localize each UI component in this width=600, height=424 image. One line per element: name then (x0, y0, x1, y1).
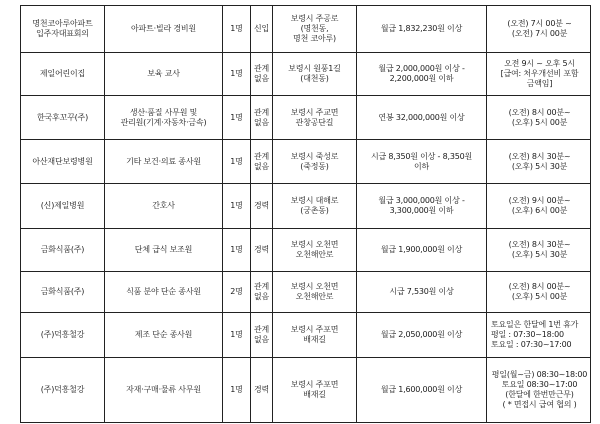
company-cell: (주)덕흥철강 (21, 358, 105, 423)
company-cell: 제일어린이집 (21, 53, 105, 96)
hours-cell: (오전) 8시 30분~ (오후) 5시 30분 (487, 229, 591, 272)
job-title-cell: 제조 단순 종사원 (105, 313, 223, 358)
experience-cell: 관계 없음 (251, 140, 273, 184)
salary-cell: 월급 1,832,230원 이상 (357, 6, 487, 53)
experience-cell: 관계 없음 (251, 96, 273, 140)
company-cell: 명천코아루아파트 입주자대표회의 (21, 6, 105, 53)
salary-cell: 시급 8,350원 이상 - 8,350원 이하 (357, 140, 487, 184)
experience-cell: 관계 없음 (251, 313, 273, 358)
salary-cell: 연봉 32,000,000원 이상 (357, 96, 487, 140)
company-cell: 금화식품(주) (21, 272, 105, 313)
hours-cell: (오전) 8시 30분~ (오후) 5시 30분 (487, 140, 591, 184)
headcount-cell: 1명 (223, 96, 251, 140)
location-cell: 보령시 오천면 오천해안로 (273, 229, 357, 272)
salary-cell: 월급 1,900,000원 이상 (357, 229, 487, 272)
experience-cell: 관계 없음 (251, 272, 273, 313)
location-cell: 보령시 죽성로 (죽정동) (273, 140, 357, 184)
company-cell: 한국후꼬꾸(주) (21, 96, 105, 140)
table-row (21, 313, 591, 358)
experience-cell: 경력 (251, 229, 273, 272)
hours-cell: (오전) 8시 00분~ (오후) 5시 00분 (487, 96, 591, 140)
table-row (21, 272, 591, 313)
experience-cell: 신입 (251, 6, 273, 53)
headcount-cell: 1명 (223, 358, 251, 423)
table-row (21, 184, 591, 229)
headcount-cell: 1명 (223, 229, 251, 272)
job-title-cell: 생산·품질 사무원 및 관리원(기계·자동차·금속) (105, 96, 223, 140)
job-listing-table (20, 5, 591, 423)
location-cell: 보령시 주포면 배재길 (273, 313, 357, 358)
salary-cell: 월급 2,000,000원 이상 - 2,200,000원 이하 (357, 53, 487, 96)
job-title-cell: 자재·구매·물류 사무원 (105, 358, 223, 423)
hours-cell: 평일(월~금) 08:30~18:00 토요일 08:30~17:00 (한달에 한번만근무) ( * 면접시 급여 협의 ) (487, 358, 591, 423)
table-row (21, 6, 591, 53)
headcount-cell: 1명 (223, 313, 251, 358)
hours-cell: 토요일은 한달에 1번 휴가 평일 : 07:30~18:00 토요일 : 07:30~17:00 (487, 313, 591, 358)
headcount-cell: 2명 (223, 272, 251, 313)
headcount-cell: 1명 (223, 184, 251, 229)
experience-cell: 관계 없음 (251, 53, 273, 96)
table-row (21, 140, 591, 184)
location-cell: 보령시 오천면 오천해안로 (273, 272, 357, 313)
company-cell: (신)제일병원 (21, 184, 105, 229)
location-cell: 보령시 대해로 (궁촌동) (273, 184, 357, 229)
hours-cell: (오전) 7시 00분 ~ (오전) 7시 00분 (487, 6, 591, 53)
table-row (21, 229, 591, 272)
salary-cell: 시급 7,530원 이상 (357, 272, 487, 313)
headcount-cell: 1명 (223, 53, 251, 96)
salary-cell: 월급 3,000,000원 이상 - 3,300,000원 이하 (357, 184, 487, 229)
location-cell: 보령시 주공로 (명천동, 명천 코아루) (273, 6, 357, 53)
experience-cell: 경력 (251, 358, 273, 423)
job-title-cell: 보육 교사 (105, 53, 223, 96)
location-cell: 보령시 주교면 관창공단길 (273, 96, 357, 140)
table-row (21, 96, 591, 140)
company-cell: (주)덕흥철강 (21, 313, 105, 358)
hours-cell: (오전) 9시 00분~ (오후) 6시 00분 (487, 184, 591, 229)
job-title-cell: 기타 보건·의료 종사원 (105, 140, 223, 184)
hours-cell: (오전) 8시 00분~ (오후) 5시 00분 (487, 272, 591, 313)
job-title-cell: 간호사 (105, 184, 223, 229)
job-title-cell: 아파트·빌라 경비원 (105, 6, 223, 53)
location-cell: 보령시 주포면 배재길 (273, 358, 357, 423)
experience-cell: 경력 (251, 184, 273, 229)
salary-cell: 월급 2,050,000원 이상 (357, 313, 487, 358)
table-row (21, 53, 591, 96)
location-cell: 보령시 원풍1길 (대천동) (273, 53, 357, 96)
table-row (21, 358, 591, 423)
salary-cell: 월급 1,600,000원 이상 (357, 358, 487, 423)
company-cell: 아산재단보령병원 (21, 140, 105, 184)
job-title-cell: 단체 급식 보조원 (105, 229, 223, 272)
headcount-cell: 1명 (223, 6, 251, 53)
hours-cell: 오전 9시 ~ 오후 5시 [급여: 처우개선비 포함 금액임] (487, 53, 591, 96)
job-title-cell: 식품 분야 단순 종사원 (105, 272, 223, 313)
headcount-cell: 1명 (223, 140, 251, 184)
company-cell: 금화식품(주) (21, 229, 105, 272)
